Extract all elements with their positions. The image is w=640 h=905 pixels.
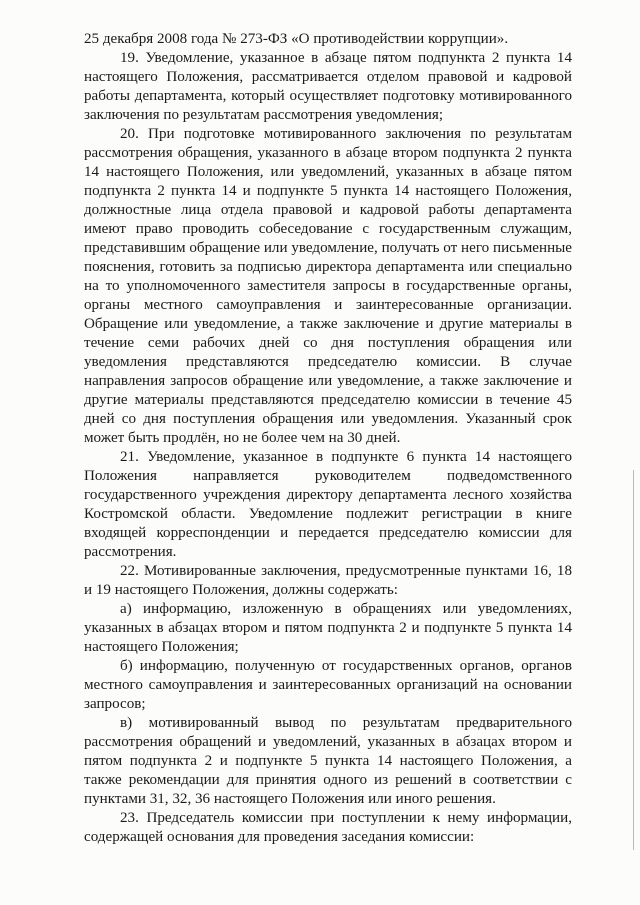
- paragraph-20: 20. При подготовке мотивированного заключения по результатам рассмотрения обращения, указанного в абзаце втором подпункта 2 пункта 14 настоящего Положения, или уведомлений, указанных в абзаце пятом подпункта 2 пункта 14 и подпункте 5 пункта 14 настоящего Положения, должностные лица отдела правовой и кадровой работы департамента имеют право проводить собеседование с государственным служащим, представившим обращение или уведомление, получать от него письменные пояснения, готовить за подписью директора департамента или специально на то уполномоченного заместителя запросы в государственные органы, органы местного самоуправления и заинтересованные организации. Обращение или уведомление, а также заключение и другие материалы в течение семи рабочих дней со дня поступления обращения или уведомления представляются председателю комиссии. В случае направления запросов обращение или уведомление, а также заключение и другие материалы представляются председателю комиссии в течение 45 дней со дня поступления обращения или уведомления. Указанный срок может быть продлён, но не более чем на 30 дней.: [84, 126, 572, 446]
- paragraph-21: 21. Уведомление, указанное в подпункте 6 пункта 14 настоящего Положения направляется руководителем подведомственного государственного учреждения директору департамента лесного хозяйства Костромской области. Уведомление подлежит регистрации в книге входящей корреспонденции и передается председателю комиссии для рассмотрения.: [84, 449, 572, 560]
- paragraph-22-v: в) мотивированный вывод по результатам предварительного рассмотрения обращений и уведомлений, указанных в абзацах втором и пятом подпункта 2 и подпункте 5 пункта 14 настоящего Положения, а также рекомендации для принятия одного из решений в соответствии с пунктами 31, 32, 36 настоящего Положения или иного решения.: [84, 715, 572, 807]
- document-body: [84, 30, 572, 847]
- scan-edge-line: [633, 470, 634, 850]
- paragraph-22-b: б) информацию, полученную от государственных органов, органов местного самоуправления и заинтересованных организаций на основании запросов;: [84, 658, 572, 712]
- paragraph-law-reference: 25 декабря 2008 года № 273-ФЗ «О противодействии коррупции».: [84, 31, 509, 47]
- paragraph-23: 23. Председатель комиссии при поступлении к нему информации, содержащей основания для проведения заседания комиссии:: [84, 810, 572, 845]
- paragraph-22: 22. Мотивированные заключения, предусмотренные пунктами 16, 18 и 19 настоящего Положения, должны содержать:: [84, 563, 572, 598]
- paragraph-19: 19. Уведомление, указанное в абзаце пятом подпункта 2 пункта 14 настоящего Положения, рассматривается отделом правовой и кадровой работы департамента, который осуществляет подготовку мотивированного заключения по результатам рассмотрения уведомления;: [84, 50, 572, 123]
- paragraph-22-a: а) информацию, изложенную в обращениях или уведомлениях, указанных в абзацах втором и пятом подпункта 2 и подпункте 5 пункта 14 настоящего Положения;: [84, 601, 572, 655]
